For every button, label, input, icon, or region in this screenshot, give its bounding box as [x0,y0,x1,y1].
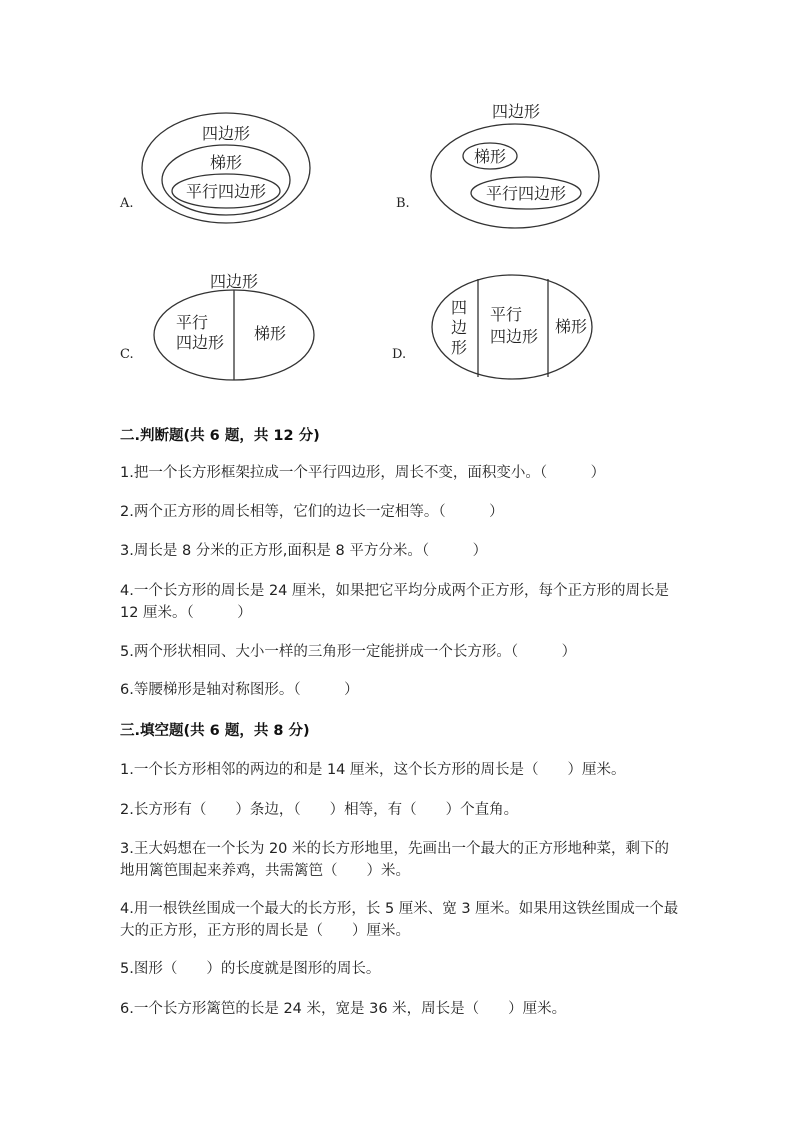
option-d-diagram [432,275,592,379]
option-d-left-label-1: 四 [450,298,468,317]
section3-heading: 三.填空题(共 6 题，共 8 分) [120,723,310,739]
option-c-left-label-2: 四边形 [175,333,225,352]
option-a-inner-label: 平行四边形 [185,182,267,201]
section3-question-6: 6.一个长方形篱笆的长是 24 米，宽是 36 米，周长是（ ）厘米。 [120,1001,567,1017]
option-diagrams [0,0,794,400]
option-c-diagram [154,272,314,380]
option-b-outer-ellipse [431,124,599,228]
section2-question-2: 2.两个正方形的周长相等，它们的边长一定相等。（ ） [120,504,504,520]
option-b-diagram [431,102,599,228]
option-d-left-label-2: 边 [450,318,468,337]
section2-heading: 二.判断题(共 6 题，共 12 分) [120,428,320,444]
option-b-right-label: 平行四边形 [485,184,567,203]
option-c-left-label-1: 平行 [175,313,209,332]
option-b-title: 四边形 [491,102,541,121]
option-a-diagram [142,113,310,223]
option-a-letter: A. [120,196,134,211]
option-d-left-label-3: 形 [450,338,468,357]
option-d-letter: D. [392,347,407,362]
section3-question-4: 4.用一根铁丝围成一个最大的长方形，长 5 厘米、宽 3 厘米。如果用这铁丝围成一个最大的正方形，正方形的周长是（ ）厘米。 [120,901,679,939]
section3-question-2: 2.长方形有（ ）条边，（ ）相等，有（ ）个直角。 [120,802,519,818]
section3-question-5: 5.图形（ ）的长度就是图形的周长。 [120,961,381,977]
option-d-right-label: 梯形 [554,317,588,336]
option-d-mid-label-2: 四边形 [489,327,539,346]
section2-question-5: 5.两个形状相同、大小一样的三角形一定能拼成一个长方形。（ ） [120,644,577,660]
section2-question-6: 6.等腰梯形是轴对称图形。（ ） [120,682,359,698]
section2-question-3: 3.周长是 8 分米的正方形,面积是 8 平方分米。（ ） [120,543,488,559]
option-a-middle-label: 梯形 [209,153,243,172]
option-a-outer-label: 四边形 [201,124,251,143]
option-b-letter: B. [396,196,410,211]
section2-question-4: 4.一个长方形的周长是 24 厘米，如果把它平均分成两个正方形，每个正方形的周长是 12 厘米。（ ） [120,583,670,621]
option-c-letter: C. [120,347,134,362]
option-c-title: 四边形 [209,272,259,291]
option-d-mid-label-1: 平行 [489,305,523,324]
section2-question-1: 1.把一个长方形框架拉成一个平行四边形，周长不变，面积变小。（ ） [120,465,606,481]
section3-question-1: 1.一个长方形相邻的两边的和是 14 厘米，这个长方形的周长是（ ）厘米。 [120,762,626,778]
section3-question-3: 3.王大妈想在一个长为 20 米的长方形地里，先画出一个最大的正方形地种菜，剩下的地用篱笆围起来养鸡，共需篱笆（ ）米。 [120,841,670,879]
option-b-left-label: 梯形 [473,147,507,166]
option-c-right-label: 梯形 [253,324,287,343]
